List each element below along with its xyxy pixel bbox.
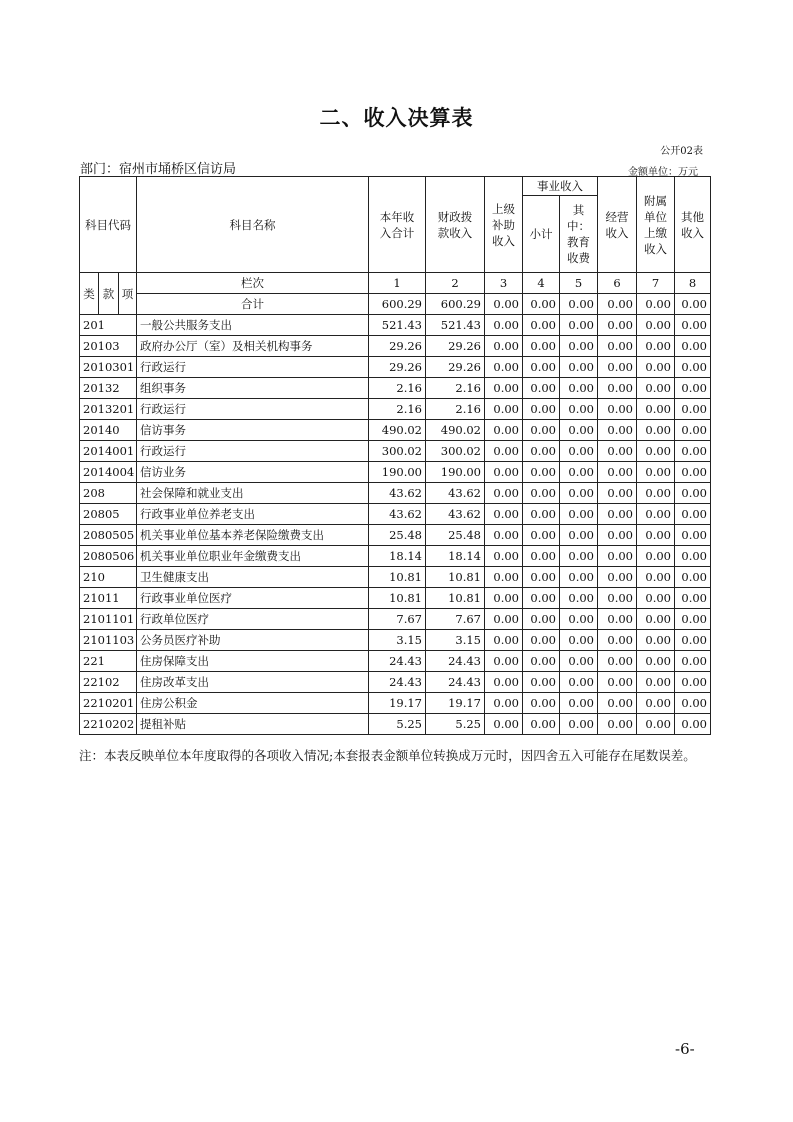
- row-value: 0.00: [637, 567, 675, 588]
- row-value: 24.43: [426, 651, 485, 672]
- row-value: 29.26: [426, 336, 485, 357]
- row-value: 0.00: [560, 546, 598, 567]
- row-value: 0.00: [560, 630, 598, 651]
- row-value: 0.00: [485, 714, 523, 735]
- row-value: 24.43: [369, 672, 426, 693]
- row-value: 0.00: [675, 588, 711, 609]
- row-value: 0.00: [637, 693, 675, 714]
- column-number: 4: [523, 273, 560, 294]
- row-value: 0.00: [485, 420, 523, 441]
- row-value: 0.00: [523, 420, 560, 441]
- column-number: 2: [426, 273, 485, 294]
- row-code: 20805: [80, 504, 137, 525]
- row-value: 0.00: [523, 399, 560, 420]
- row-code: 210: [80, 567, 137, 588]
- row-value: 0.00: [523, 315, 560, 336]
- row-name: 行政单位医疗: [137, 609, 369, 630]
- row-value: 0.00: [523, 630, 560, 651]
- row-value: 43.62: [426, 483, 485, 504]
- row-name: 政府办公厅（室）及相关机构事务: [137, 336, 369, 357]
- header-superior: 上级补助收入: [485, 177, 523, 273]
- row-value: 0.00: [485, 588, 523, 609]
- row-value: 0.00: [598, 399, 637, 420]
- row-value: 18.14: [426, 546, 485, 567]
- row-value: 0.00: [560, 672, 598, 693]
- row-code: 2010301: [80, 357, 137, 378]
- row-value: 0.00: [675, 672, 711, 693]
- row-value: 0.00: [637, 525, 675, 546]
- header-xiang: 项: [119, 273, 137, 315]
- table-row: [80, 315, 711, 336]
- row-value: 2.16: [369, 378, 426, 399]
- row-value: 0.00: [637, 378, 675, 399]
- row-value: 0.00: [485, 357, 523, 378]
- row-value: 43.62: [369, 483, 426, 504]
- table-row: [80, 504, 711, 525]
- table-row: [80, 651, 711, 672]
- row-value: 5.25: [426, 714, 485, 735]
- row-code: 22102: [80, 672, 137, 693]
- row-code: 2080505: [80, 525, 137, 546]
- row-value: 0.00: [485, 672, 523, 693]
- row-value: 0.00: [598, 588, 637, 609]
- row-value: 0.00: [485, 504, 523, 525]
- header-career-edu: 其中：教育收费: [560, 196, 598, 273]
- row-value: 0.00: [523, 462, 560, 483]
- row-value: 0.00: [523, 378, 560, 399]
- row-value: 0.00: [675, 357, 711, 378]
- total-value: 0.00: [485, 294, 523, 315]
- row-value: 0.00: [675, 693, 711, 714]
- row-value: 25.48: [369, 525, 426, 546]
- row-value: 0.00: [598, 336, 637, 357]
- table-row: [80, 525, 711, 546]
- row-value: 0.00: [523, 336, 560, 357]
- row-value: 0.00: [598, 525, 637, 546]
- row-value: 0.00: [560, 441, 598, 462]
- row-value: 7.67: [369, 609, 426, 630]
- row-value: 0.00: [598, 714, 637, 735]
- row-value: 521.43: [369, 315, 426, 336]
- row-value: 0.00: [485, 546, 523, 567]
- row-value: 2.16: [369, 399, 426, 420]
- row-value: 18.14: [369, 546, 426, 567]
- row-value: 0.00: [598, 609, 637, 630]
- row-value: 0.00: [560, 504, 598, 525]
- row-name: 社会保障和就业支出: [137, 483, 369, 504]
- income-final-accounts-table: [79, 176, 711, 735]
- row-value: 0.00: [485, 651, 523, 672]
- row-value: 0.00: [598, 651, 637, 672]
- row-value: 0.00: [637, 588, 675, 609]
- table-row: [80, 693, 711, 714]
- row-value: 0.00: [598, 315, 637, 336]
- row-value: 0.00: [675, 378, 711, 399]
- row-value: 0.00: [675, 567, 711, 588]
- header-code: 科目代码: [80, 177, 137, 273]
- row-value: 0.00: [637, 609, 675, 630]
- row-value: 43.62: [426, 504, 485, 525]
- row-value: 0.00: [523, 504, 560, 525]
- department-label: 部门：宿州市埇桥区信访局: [80, 162, 237, 177]
- table-row: [80, 462, 711, 483]
- header-fiscal: 财政拨款收入: [426, 177, 485, 273]
- row-value: 0.00: [637, 630, 675, 651]
- total-value: 600.29: [426, 294, 485, 315]
- column-number: 7: [637, 273, 675, 294]
- row-code: 2014004: [80, 462, 137, 483]
- total-value: 600.29: [369, 294, 426, 315]
- row-name: 一般公共服务支出: [137, 315, 369, 336]
- column-number: 3: [485, 273, 523, 294]
- row-code: 21011: [80, 588, 137, 609]
- table-row: [80, 336, 711, 357]
- row-value: 0.00: [675, 336, 711, 357]
- table-note: 注：本表反映单位本年度取得的各项收入情况;本套报表金额单位转换成万元时，因四舍五入可能存在尾数误差。: [79, 748, 696, 763]
- row-value: 0.00: [560, 462, 598, 483]
- row-value: 0.00: [523, 567, 560, 588]
- row-value: 190.00: [369, 462, 426, 483]
- row-code: 221: [80, 651, 137, 672]
- row-code: 20103: [80, 336, 137, 357]
- row-value: 10.81: [369, 567, 426, 588]
- table-row: [80, 420, 711, 441]
- row-value: 300.02: [426, 441, 485, 462]
- row-value: 0.00: [485, 441, 523, 462]
- table-row: [80, 441, 711, 462]
- row-value: 0.00: [560, 357, 598, 378]
- row-code: 20140: [80, 420, 137, 441]
- row-value: 0.00: [675, 714, 711, 735]
- row-value: 0.00: [598, 546, 637, 567]
- header-operating: 经营收入: [598, 177, 637, 273]
- header-name: 科目名称: [137, 177, 369, 273]
- row-name: 行政事业单位医疗: [137, 588, 369, 609]
- row-value: 0.00: [560, 714, 598, 735]
- row-code: 2210202: [80, 714, 137, 735]
- header-column-no: 栏次: [137, 273, 369, 294]
- table-row: [80, 672, 711, 693]
- row-value: 19.17: [426, 693, 485, 714]
- row-value: 0.00: [675, 504, 711, 525]
- row-value: 24.43: [426, 672, 485, 693]
- row-value: 0.00: [675, 399, 711, 420]
- row-name: 信访事务: [137, 420, 369, 441]
- row-value: 0.00: [637, 672, 675, 693]
- row-value: 0.00: [598, 504, 637, 525]
- row-value: 0.00: [523, 651, 560, 672]
- row-value: 10.81: [369, 588, 426, 609]
- table-row: [80, 357, 711, 378]
- row-value: 0.00: [523, 546, 560, 567]
- page-title: 二、收入决算表: [319, 106, 474, 130]
- header-lei: 类: [80, 273, 99, 315]
- row-value: 0.00: [675, 315, 711, 336]
- row-value: 0.00: [637, 399, 675, 420]
- row-value: 2.16: [426, 399, 485, 420]
- table-row: [80, 399, 711, 420]
- row-value: 0.00: [675, 483, 711, 504]
- row-value: 521.43: [426, 315, 485, 336]
- row-name: 公务员医疗补助: [137, 630, 369, 651]
- row-value: 10.81: [426, 588, 485, 609]
- row-value: 0.00: [485, 462, 523, 483]
- row-code: 208: [80, 483, 137, 504]
- table-row: [80, 378, 711, 399]
- table-row: [80, 483, 711, 504]
- total-label: 合计: [137, 294, 369, 315]
- row-value: 7.67: [426, 609, 485, 630]
- row-value: 19.17: [369, 693, 426, 714]
- row-value: 10.81: [426, 567, 485, 588]
- row-value: 3.15: [369, 630, 426, 651]
- row-value: 0.00: [560, 483, 598, 504]
- row-value: 0.00: [637, 441, 675, 462]
- row-code: 20132: [80, 378, 137, 399]
- row-value: 0.00: [523, 714, 560, 735]
- header-other: 其他收入: [675, 177, 711, 273]
- row-value: 29.26: [369, 336, 426, 357]
- row-value: 43.62: [369, 504, 426, 525]
- row-value: 2.16: [426, 378, 485, 399]
- row-value: 29.26: [426, 357, 485, 378]
- row-value: 0.00: [485, 315, 523, 336]
- total-value: 0.00: [637, 294, 675, 315]
- row-value: 0.00: [598, 357, 637, 378]
- column-number: 6: [598, 273, 637, 294]
- row-value: 0.00: [485, 399, 523, 420]
- row-name: 卫生健康支出: [137, 567, 369, 588]
- row-name: 提租补贴: [137, 714, 369, 735]
- row-value: 0.00: [560, 315, 598, 336]
- row-value: 0.00: [675, 441, 711, 462]
- row-value: 0.00: [598, 420, 637, 441]
- row-value: 0.00: [675, 420, 711, 441]
- row-code: 2210201: [80, 693, 137, 714]
- row-value: 0.00: [637, 651, 675, 672]
- row-value: 0.00: [637, 462, 675, 483]
- row-name: 行政运行: [137, 441, 369, 462]
- row-value: 0.00: [598, 630, 637, 651]
- row-value: 0.00: [675, 651, 711, 672]
- row-name: 行政运行: [137, 357, 369, 378]
- row-value: 0.00: [675, 525, 711, 546]
- row-value: 0.00: [523, 672, 560, 693]
- row-value: 0.00: [560, 525, 598, 546]
- row-name: 行政事业单位养老支出: [137, 504, 369, 525]
- row-name: 住房公积金: [137, 693, 369, 714]
- row-value: 0.00: [675, 546, 711, 567]
- row-name: 信访业务: [137, 462, 369, 483]
- total-value: 0.00: [675, 294, 711, 315]
- row-value: 0.00: [560, 399, 598, 420]
- row-value: 0.00: [485, 525, 523, 546]
- table-row: [80, 714, 711, 735]
- row-value: 0.00: [675, 630, 711, 651]
- row-value: 0.00: [598, 672, 637, 693]
- row-value: 0.00: [560, 651, 598, 672]
- row-value: 0.00: [485, 567, 523, 588]
- row-value: 0.00: [485, 336, 523, 357]
- row-value: 25.48: [426, 525, 485, 546]
- row-value: 0.00: [560, 378, 598, 399]
- column-number: 5: [560, 273, 598, 294]
- row-value: 0.00: [485, 378, 523, 399]
- row-value: 0.00: [485, 693, 523, 714]
- row-value: 490.02: [369, 420, 426, 441]
- row-value: 0.00: [560, 588, 598, 609]
- header-career: 事业收入: [523, 177, 598, 196]
- row-value: 0.00: [560, 609, 598, 630]
- row-value: 0.00: [598, 693, 637, 714]
- row-code: 2101103: [80, 630, 137, 651]
- row-value: 0.00: [637, 420, 675, 441]
- form-number: 公开02表: [660, 146, 703, 157]
- page-number: -6-: [675, 1040, 695, 1058]
- row-name: 住房保障支出: [137, 651, 369, 672]
- table-row: [80, 588, 711, 609]
- row-name: 住房改革支出: [137, 672, 369, 693]
- row-value: 5.25: [369, 714, 426, 735]
- row-code: 2014001: [80, 441, 137, 462]
- total-value: 0.00: [560, 294, 598, 315]
- row-name: 机关事业单位职业年金缴费支出: [137, 546, 369, 567]
- total-value: 0.00: [523, 294, 560, 315]
- row-value: 0.00: [675, 462, 711, 483]
- row-name: 机关事业单位基本养老保险缴费支出: [137, 525, 369, 546]
- row-value: 0.00: [485, 483, 523, 504]
- row-value: 0.00: [485, 630, 523, 651]
- column-number: 8: [675, 273, 711, 294]
- row-value: 0.00: [523, 588, 560, 609]
- row-value: 0.00: [560, 420, 598, 441]
- row-value: 0.00: [560, 567, 598, 588]
- row-value: 0.00: [598, 483, 637, 504]
- row-value: 0.00: [560, 693, 598, 714]
- row-value: 0.00: [598, 567, 637, 588]
- row-value: 0.00: [637, 336, 675, 357]
- row-value: 0.00: [523, 609, 560, 630]
- total-value: 0.00: [598, 294, 637, 315]
- row-value: 300.02: [369, 441, 426, 462]
- row-value: 0.00: [485, 609, 523, 630]
- header-affiliate: 附属单位上缴收入: [637, 177, 675, 273]
- row-value: 0.00: [598, 378, 637, 399]
- row-value: 0.00: [675, 609, 711, 630]
- row-value: 0.00: [523, 441, 560, 462]
- row-value: 0.00: [523, 483, 560, 504]
- row-value: 0.00: [560, 336, 598, 357]
- row-value: 0.00: [523, 357, 560, 378]
- row-value: 0.00: [637, 546, 675, 567]
- row-value: 0.00: [598, 441, 637, 462]
- table-row: [80, 630, 711, 651]
- row-code: 201: [80, 315, 137, 336]
- row-value: 0.00: [523, 525, 560, 546]
- row-name: 组织事务: [137, 378, 369, 399]
- table-row: [80, 609, 711, 630]
- row-value: 29.26: [369, 357, 426, 378]
- row-code: 2101101: [80, 609, 137, 630]
- total-row: [80, 294, 711, 315]
- row-value: 0.00: [598, 462, 637, 483]
- table-row: [80, 546, 711, 567]
- row-value: 0.00: [637, 714, 675, 735]
- row-value: 24.43: [369, 651, 426, 672]
- row-value: 0.00: [637, 483, 675, 504]
- table-row: [80, 567, 711, 588]
- amount-unit-label: 金额单位：万元: [628, 167, 698, 178]
- row-value: 3.15: [426, 630, 485, 651]
- row-value: 490.02: [426, 420, 485, 441]
- row-value: 0.00: [637, 357, 675, 378]
- header-career-subtotal: 小计: [523, 196, 560, 273]
- row-value: 190.00: [426, 462, 485, 483]
- header-total: 本年收入合计: [369, 177, 426, 273]
- row-value: 0.00: [523, 693, 560, 714]
- row-code: 2013201: [80, 399, 137, 420]
- row-name: 行政运行: [137, 399, 369, 420]
- header-kuan: 款: [99, 273, 119, 315]
- column-number: 1: [369, 273, 426, 294]
- row-code: 2080506: [80, 546, 137, 567]
- row-value: 0.00: [637, 315, 675, 336]
- row-value: 0.00: [637, 504, 675, 525]
